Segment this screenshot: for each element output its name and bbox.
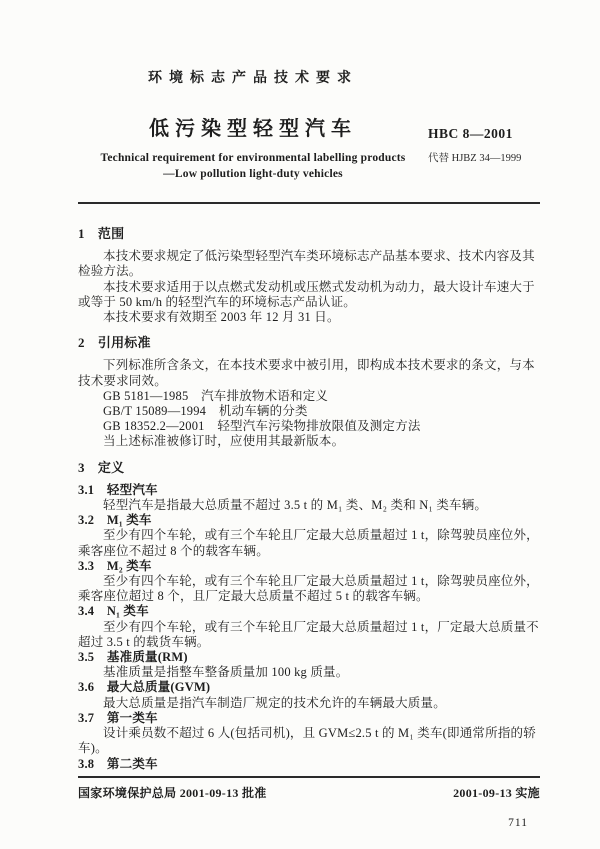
page-number: 711 xyxy=(508,816,528,829)
paragraph: 基准质量是指整车整备质量加 100 kg 质量。 xyxy=(103,665,349,680)
standard-number: HBC 8—2001 xyxy=(428,126,513,141)
paragraph: 下列标准所含条文，在本技术要求中被引用，即构成本技术要求的条文，与本技术要求同效。 xyxy=(78,358,535,388)
reference-note: 当上述标准被修订时，应使用其最新版本。 xyxy=(103,434,345,449)
header-rule xyxy=(78,202,540,204)
reference-item: GB 18352.2—2001 轻型汽车污染物排放限值及测定方法 xyxy=(103,419,421,434)
subsection-heading: 3.2 M₁ 类车 xyxy=(78,513,152,528)
paragraph: 本技术要求规定了低污染型轻型汽车类环境标志产品基本要求、技术内容及其检验方法。 xyxy=(78,249,535,279)
subsection-heading: 3.7 第一类车 xyxy=(78,710,158,725)
subsection-heading: 3.4 N₁ 类车 xyxy=(78,604,149,619)
document-footer xyxy=(78,784,540,801)
paragraph: 设计乘员数不超过 6 人(包括司机)，且 GVM≤2.5 t 的 M₁ 类车(即通常所指的轿车)。 xyxy=(78,726,536,756)
paragraph: 轻型汽车是指最大总质量不超过 3.5 t 的 M₁ 类、M₂ 类和 N₁ 类车辆。 xyxy=(103,498,488,513)
subsection-heading: 3.5 基准质量(RM) xyxy=(78,650,188,665)
subsection-heading: 3.6 最大总质量(GVM) xyxy=(78,680,211,695)
reference-item: GB/T 15089—1994 机动车辆的分类 xyxy=(103,404,308,419)
section-heading: 1 范围 xyxy=(78,226,125,241)
section-heading: 2 引用标准 xyxy=(78,335,151,351)
subsection-heading: 3.3 M₂ 类车 xyxy=(78,558,152,573)
paragraph: 至少有四个车轮，或有三个车轮且厂定最大总质量超过 1 t，厂定最大总质量不超过 3.5 t 的载货车辆。 xyxy=(78,619,539,649)
footer-rule xyxy=(78,776,540,778)
subsection-heading: 3.1 轻型汽车 xyxy=(78,482,158,497)
paragraph: 最大总质量是指汽车制造厂规定的技术允许的车辆最大质量。 xyxy=(103,695,446,710)
document-header xyxy=(78,70,540,182)
paragraph: 本技术要求适用于以点燃式发动机或压燃式发动机为动力，最大设计车速大于或等于 50 km/h 的轻型汽车的环境标志产品认证。 xyxy=(78,279,535,309)
header-title-block xyxy=(78,70,428,182)
doc-series-title: 环境标志产品技术要求 xyxy=(148,71,358,86)
implementation-note: 2001-09-13 实施 xyxy=(453,785,540,800)
approval-note: 国家环境保护总局 2001-09-13 批准 xyxy=(78,785,267,800)
paragraph: 至少有四个车轮，或有三个车轮且厂定最大总质量超过 1 t，除驾驶员座位外，乘客座位不超过 8 个的载客车辆。 xyxy=(78,528,539,558)
section-heading: 3 定义 xyxy=(78,459,125,475)
document-title-english-line1: Technical requirement for environmental labelling products xyxy=(100,152,406,164)
subsection-heading: 3.8 第二类车 xyxy=(78,756,158,771)
document-title-english-line2: —Low pollution light-duty vehicles xyxy=(163,168,343,180)
standard-number-block xyxy=(428,70,540,165)
document-body xyxy=(78,226,540,772)
paragraph: 至少有四个车轮，或有三个车轮且厂定最大总质量超过 1 t，除驾驶员座位外，乘客座位超过 8 个，且厂定最大总质量不超过 5 t 的载客车辆。 xyxy=(78,574,539,604)
reference-item: GB 5181—1985 汽车排放物术语和定义 xyxy=(103,388,329,403)
paragraph: 本技术要求有效期至 2003 年 12 月 31 日。 xyxy=(103,310,340,325)
replaces-note: 代替 HJBZ 34—1999 xyxy=(428,153,522,164)
document-title: 低污染型轻型汽车 xyxy=(149,118,357,140)
